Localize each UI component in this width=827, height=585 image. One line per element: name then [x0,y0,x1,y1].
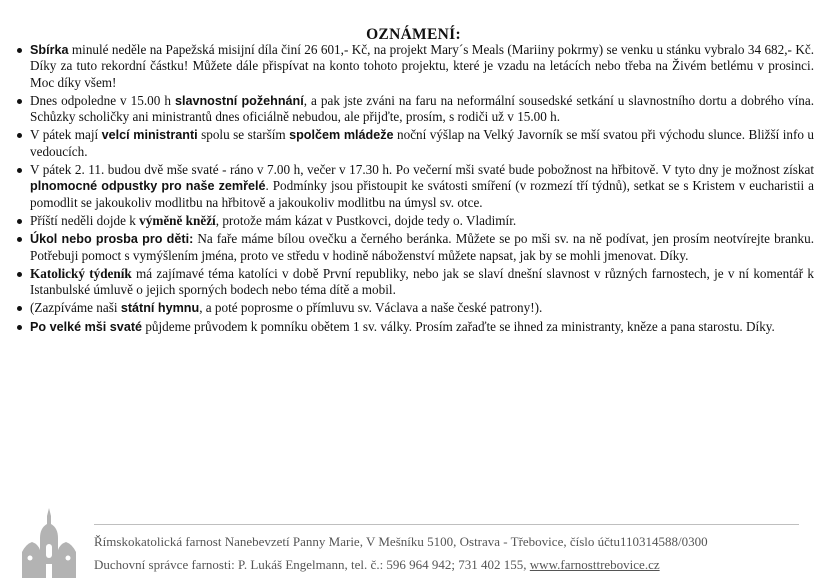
list-item: Úkol nebo prosba pro děti: Na faře máme bílou ovečku a černého beránka. Můžete se po mši sv. na ně podívat, jen prosím neotvírejte branku. Potřebuji pomoct s vymýšlením jména, proto ve středu v hodině náboženství můžete napsat, jak by se mohli jmenovat. Díky. [14,231,814,264]
item-bold: státní hymnu [120,301,200,316]
footer-divider [94,524,799,525]
list-item: Příští neděli dojde k výměně kněží, protože mám kázat v Pustkovci, dojde tedy o. Vladimír. [14,213,814,229]
list-item: Dnes odpoledne v 15.00 h slavnostní požehnání, a pak jste zváni na faru na neformální sousedské setkání u slavnostního dortu a dobrého vína. Schůzky scholičky ani ministrantů dnes oficiálně nebudou, ale přijďte, prosím, s rodiči už v 15.00 h. [14,93,814,126]
item-bold: výměně kněží [139,212,216,228]
item-bold: Po velké mši svaté [30,319,143,334]
item-bold: Katolický týdeník [30,265,132,281]
footer-contact: Duchovní správce farnosti: P. Lukáš Engelmann, tel. č.: 596 964 942; 731 402 155, www.farnosttrebovice.cz [94,557,660,572]
item-bold: spolčem mládeže [289,128,394,143]
list-item: Po velké mši svaté půjdeme průvodem k pomníku obětem 1 sv. války. Prosím zařaďte se ihned za ministranty, kněze a pana starostu. Díky. [14,319,814,335]
page-title: OZNÁMENÍ: [366,26,461,43]
list-item: Sbírka minulé neděle na Papežská misijní díla činí 26 601,- Kč, na projekt Mary´s Meals (Mariiny pokrmy) se venku u stánku vybralo 34 682,- Kč. Díky za tuto rekordní částku! Můžete dále přispívat na konto tohoto projektu, které je vzadu na letácích nebo třeba na Živém betlému v prosinci. Moc díky všem! [14,42,814,91]
list-item: V pátek 2. 11. budou dvě mše svaté - ráno v 7.00 h, večer v 17.30 h. Po večerní mši svaté bude pobožnost na hřbitově. V tyto dny je možnost získat plnomocné odpustky pro naše zemřelé. Podmínky jsou přistoupit ke svátosti smíření (v rozmezí tří týdnů), setkat se s Kristem v eucharistii a pomodlit se jakoukoliv modlitbu na hřbitově a jakoukoliv modlitbu na úmysl sv. otce. [14,162,814,211]
list-item: Katolický týdeník má zajímavé téma katolíci v době První republiky, nebo jak se slaví dnešní slavnost v různých farnostech, je v ní komentář k Istanbulské úmluvě o jejich sporných bodech nebo téma dítě a mobil. [14,266,814,299]
item-bold: slavnostní požehnání [174,93,304,108]
church-logo-icon [18,506,80,578]
announcement-list [14,42,814,337]
item-bold: velcí ministranti [101,128,198,143]
footer-address: Římskokatolická farnost Nanebevzetí Panny Marie, V Mešníku 5100, Ostrava - Třebovice, číslo účtu110314588/0300 [94,534,708,549]
item-bold: Úkol nebo prosba pro děti: [30,232,194,247]
website-link[interactable]: www.farnosttrebovice.cz [529,557,660,572]
item-bold: Sbírka [30,43,69,57]
item-bold: plnomocné odpustky pro naše zemřelé [30,179,266,194]
list-item: V pátek mají velcí ministranti spolu se starším spolčem mládeže noční výšlap na Velký Javorník se mší svatou při východu slunce. Bližší info u vedoucích. [14,127,814,160]
list-item: (Zazpíváme naši státní hymnu, a poté poprosme o přímluvu sv. Václava a naše české patrony!). [14,300,814,316]
